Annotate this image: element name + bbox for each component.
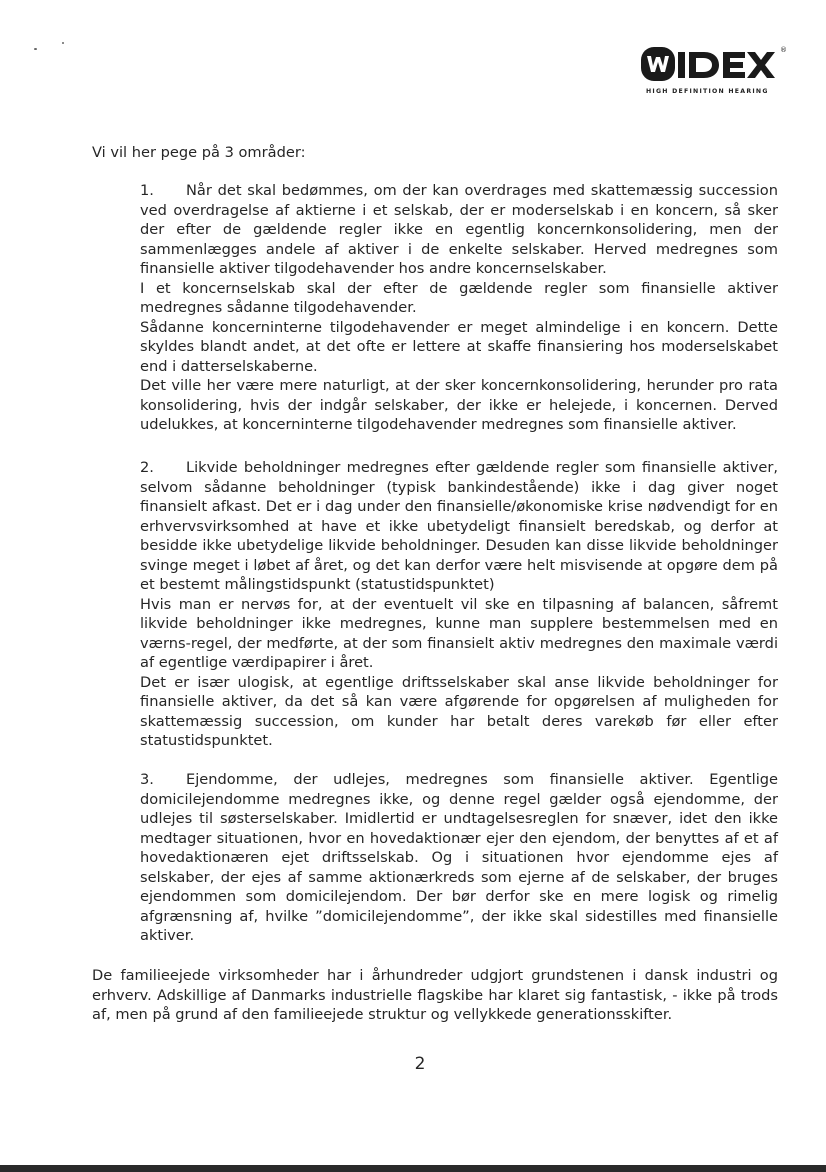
- intro-line: Vi vil her pege på 3 områder:: [92, 144, 306, 161]
- logo-tagline: HIGH DEFINITION HEARING: [646, 88, 769, 95]
- widex-logo-mark: [640, 44, 778, 84]
- section-1-paragraph: 1. Når det skal bedømmes, om der kan overdrages med skattemæssig succession ved overdragelse af aktierne i et selskab, der er moderselskab i en koncern, så sker der efter de gældende regler ikke en egentlig koncernkonsolidering, men der sammenlægges andele af aktiver i de enkelte selskaber. Herved medregnes som finansielle aktiver tilgodehavender hos andre koncernselskaber.: [140, 182, 778, 277]
- section-2-paragraph: 2. Likvide beholdninger medregnes efter gældende regler som finansielle aktiver, selvom sådanne beholdninger (typisk bankindestående) ikke i dag giver noget finansielt afkast. Det er i dag under den finansielle/økonomiske krise nødvendigt for en erhvervsvirksomhed at have et ikke ubetydeligt finansielt beredskab, og derfor at besidde ikke ubetydelige likvide beholdninger. Desuden kan disse likvide beholdninger svinge meget i løbet af året, og det kan derfor være helt misvisende at opgøre dem på et bestemt målingstidspunkt (statustidspunktet): [140, 459, 778, 593]
- section-2-paragraph: Hvis man er nervøs for, at der eventuelt vil ske en tilpasning af balancen, såfremt likvide beholdninger ikke medregnes, kunne man supplere bestemmelsen med en værns-regel, der medførte, at der som finansielt aktiv medregnes den maximale værdi af egentlige værdipapirer i året.: [140, 595, 778, 671]
- scan-specks: [34, 40, 74, 52]
- widex-logo: [640, 44, 790, 99]
- section-1-paragraph: Det ville her være mere naturligt, at der sker koncernkonsolidering, herunder pro rata konsolidering, hvis der indgår selskaber, der ikke er helejede, i koncernen. Derved udelukkes, at koncerninterne tilgodehavender medregnes som finansielle aktiver.: [140, 377, 778, 433]
- section-number: 2.: [140, 459, 154, 476]
- section-1: [140, 181, 778, 435]
- section-number: 1.: [140, 182, 154, 199]
- section-1-paragraph: I et koncernselskab skal der efter de gældende regler som finansielle aktiver medregnes sådanne tilgodehavender.: [140, 279, 778, 316]
- section-1-paragraph: Sådanne koncerninterne tilgodehavender er meget almindelige i en koncern. Dette skyldes blandt andet, at det ofte er lettere at skaffe finansiering hos moderselskabet end i datterselskaberne.: [140, 318, 778, 375]
- closing-paragraph: De familieejede virksomheder har i århundreder udgjort grundstenen i dansk industri og erhverv. Adskillige af Danmarks industrielle flagskibe har klaret sig fantastisk, - ikke på trods af, men på grund af den familieejede struktur og vellykkede generationsskifter.: [92, 967, 778, 1023]
- section-3-paragraph: 3. Ejendomme, der udlejes, medregnes som finansielle aktiver. Egentlige domicilejendomme medregnes ikke, og denne regel gælder også ejendomme, der udlejes til søsterselskaber. Imidlertid er undtagelsesreglen for snæver, idet den ikke medtager situationen, hvor en hovedaktionær ejer den ejendom, der benyttes af et af hovedaktionæren ejet driftsselskab. Og i situationen hvor ejendomme ejes af selskaber, der ejes af samme aktionærkreds som ejerne af de selskaber, der bruges ejendommen som domicilejendom. Der bør derfor ske en mere logisk og rimelig afgrænsning af, hvilke ”domicilejendomme”, der ikke skal sidestilles med finansielle aktiver.: [140, 771, 778, 944]
- registered-mark: ®: [780, 46, 787, 54]
- section-number: 3.: [140, 771, 154, 788]
- page-number: 2: [414, 1054, 426, 1074]
- section-2: [140, 458, 778, 751]
- scan-bottom-edge: [0, 1165, 826, 1172]
- section-3: [140, 770, 778, 946]
- section-2-paragraph: Det er især ulogisk, at egentlige driftsselskaber skal anse likvide beholdninger for finansielle aktiver, da det så kan være afgørende for opgørelsen af muligheden for skattemæssig succession, om kunder har betalt deres varekøb før eller efter statustidspunktet.: [140, 673, 778, 749]
